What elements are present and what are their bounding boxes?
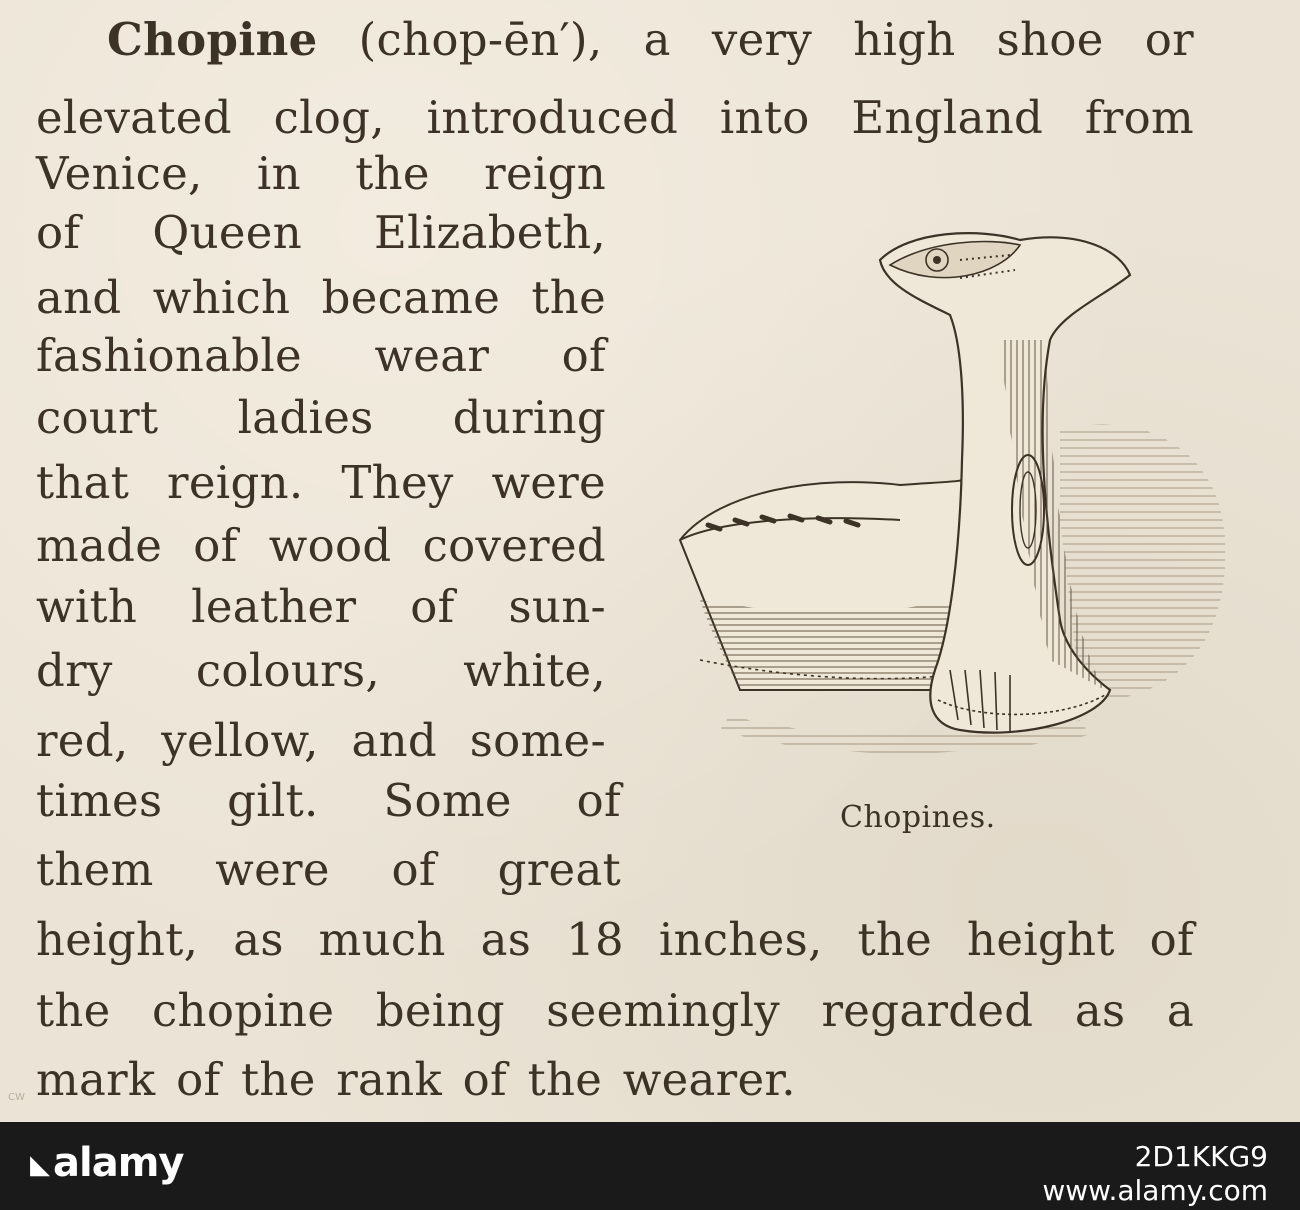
alamy-logo-icon: ◣: [30, 1150, 49, 1180]
headword: Chopine: [107, 13, 318, 66]
body-line: times gilt. Some of: [36, 774, 621, 827]
stock-info: [1042, 1140, 1268, 1208]
figure-caption: Chopines.: [840, 800, 996, 835]
stock-url: www.alamy.com: [1042, 1174, 1268, 1207]
line-1: [107, 10, 1194, 70]
stock-logo-text: alamy: [53, 1140, 184, 1186]
watermark-initials: CW: [8, 1092, 25, 1103]
body-line: with leather of sun-: [36, 580, 606, 633]
pronunciation: (chop-ēn′), a very high shoe or: [317, 13, 1194, 66]
body-line: fashionable wear of: [36, 329, 606, 382]
body-line: the chopine being seemingly regarded as a: [36, 984, 1194, 1037]
body-line: them were of great: [36, 843, 621, 896]
stock-image-id: 2D1KKG9: [1134, 1140, 1268, 1173]
body-line: Venice, in the reign: [36, 147, 606, 200]
body-line: red, yellow, and some-: [36, 714, 606, 767]
body-line: of Queen Elizabeth,: [36, 206, 606, 259]
body-line: elevated clog, introduced into England from: [36, 91, 1194, 144]
body-line: made of wood covered: [36, 519, 606, 572]
body-line: that reign. They were: [36, 456, 606, 509]
body-line: court ladies during: [36, 391, 606, 444]
chopines-engraving-icon: [660, 220, 1240, 760]
stock-logo: [30, 1140, 183, 1186]
body-line: height, as much as 18 inches, the height of: [36, 913, 1194, 966]
body-line: dry colours, white,: [36, 644, 606, 697]
body-line: and which became the: [36, 271, 606, 324]
body-line: mark of the rank of the wearer.: [36, 1053, 796, 1106]
